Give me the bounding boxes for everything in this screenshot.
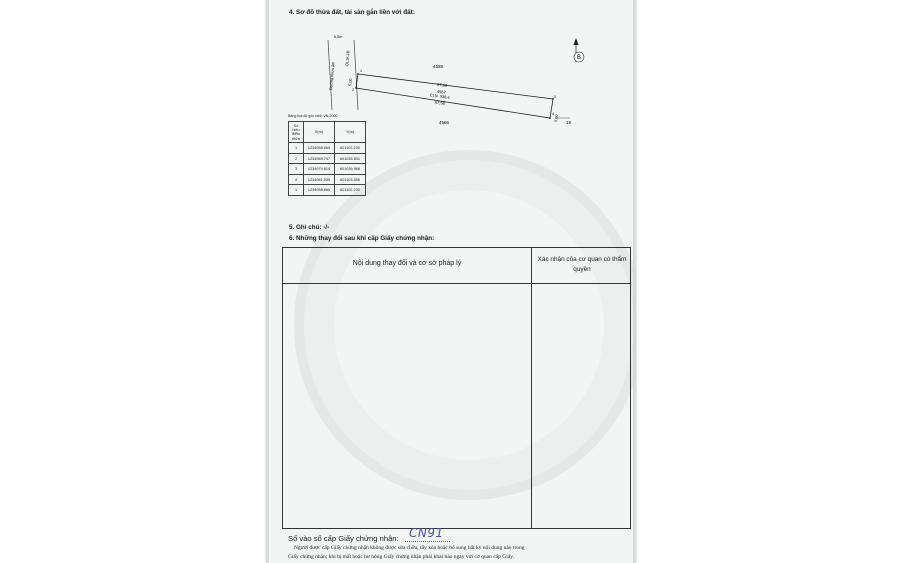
coord-cell: 601103.355 — [335, 174, 366, 185]
coord-header-x: X(m) — [304, 122, 335, 143]
compass-letter: B — [576, 55, 582, 61]
parcel-top-label: 4588 — [432, 64, 444, 69]
registry-handwritten-value: CN91 — [409, 526, 444, 540]
notice-line-2: Giấy chứng nhận; khi bị mất hoặc hư hỏng Giấy chứng nhận phải khai báo ngay với cơ quan cấp Giấy. — [288, 553, 514, 560]
changes-header-divider — [283, 283, 630, 284]
road-name: QL1K,1B — [345, 50, 351, 67]
parcel-number: 4567 — [436, 88, 447, 95]
registry-label: Số vào sổ cấp Giấy chứng nhận: — [288, 534, 399, 543]
edge-top-length: 67,60 — [436, 81, 448, 88]
point-label: 4 — [552, 112, 554, 116]
road-label: Đường nhựa ẩm — [329, 61, 336, 91]
section-5-title: 5. Ghi chú: -/- — [289, 224, 330, 231]
parcel-bottom-label: 4566 — [438, 120, 450, 125]
coord-cell: 601102.230 — [335, 143, 366, 154]
changes-column-divider — [531, 248, 532, 528]
section-6-title: 6. Những thay đổi sau khi cấp Giấy chứng nhận: — [289, 235, 435, 242]
point-label: 1 — [360, 69, 362, 73]
width-left-label: 5,00 — [348, 78, 354, 87]
road-edge-right — [354, 40, 358, 110]
north-arrowhead — [574, 38, 579, 45]
coord-cell: 4 — [289, 174, 304, 185]
coord-cell: 601035.831 — [335, 153, 366, 164]
changes-header-content: Nội dung thay đổi và cơ sở pháp lý — [352, 260, 462, 267]
coord-table — [288, 121, 366, 196]
coord-table-caption: Bảng tọa độ góc ranh VN-2000 — [288, 114, 338, 118]
point-marker — [355, 87, 357, 89]
table-row — [289, 164, 366, 175]
coord-cell: 1 — [289, 143, 304, 154]
point-marker — [357, 73, 359, 75]
coord-table-header — [289, 122, 366, 143]
point-marker — [549, 117, 551, 119]
table-row — [289, 143, 366, 154]
notice-text — [288, 544, 624, 561]
coord-cell: 2 — [289, 153, 304, 164]
coord-cell: 1234958.660 — [304, 143, 335, 154]
coord-cell: 1234969.747 — [304, 153, 335, 164]
coord-cell: 1234961.535 — [304, 174, 335, 185]
width-right-label: 5,00 — [554, 114, 560, 123]
edge-bottom-length: 67,58 — [434, 99, 446, 106]
table-row — [289, 185, 366, 196]
coord-cell: 3 — [289, 164, 304, 175]
adjacent-right-label: 19 — [566, 120, 572, 125]
point-label: 3 — [554, 95, 556, 99]
point-label: 2 — [352, 88, 354, 92]
coord-header-point: Số hiệu điểm thửa — [289, 122, 304, 143]
changes-table — [282, 247, 631, 529]
parcel-boundary — [356, 74, 553, 118]
road-width-label: 6,5m — [334, 35, 343, 39]
parcel-area: 338,4 — [439, 93, 450, 100]
section-4-title: 4. Sơ đồ thửa đất, tài sản gắn liền với đất: — [289, 9, 415, 16]
coord-cell: 1234974.619 — [304, 164, 335, 175]
coord-cell: 601036.968 — [335, 164, 366, 175]
registry-underline — [405, 541, 450, 542]
certificate-page — [266, 0, 636, 563]
table-row — [289, 153, 366, 164]
coord-header-y: Y(m) — [335, 122, 366, 143]
coord-cell: 1234958.660 — [304, 185, 335, 196]
land-type: CLN — [429, 92, 439, 99]
notice-line-1: Người được cấp Giấy chứng nhận không được sửa chữa, tẩy xóa hoặc bổ sung bất kỳ nội dung nào trong — [294, 545, 525, 551]
coord-cell: 1 — [289, 185, 304, 196]
changes-header-confirm: Xác nhận của cơ quan có thẩm quyền — [537, 256, 627, 273]
table-row — [289, 174, 366, 185]
coord-cell: 601102.230 — [335, 185, 366, 196]
